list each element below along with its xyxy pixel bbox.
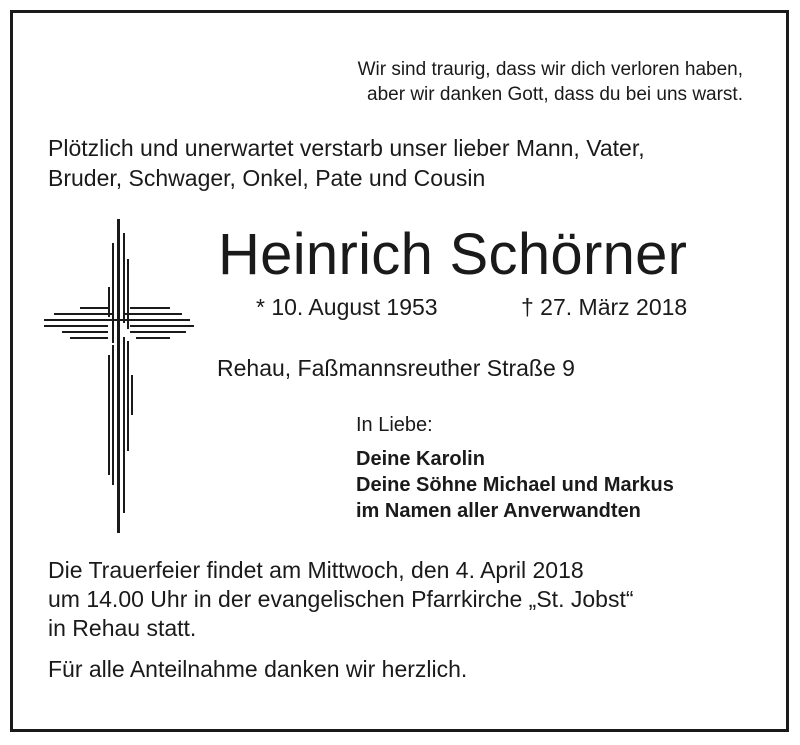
bible-quote — [358, 57, 743, 107]
address: Rehau, Faßmannsreuther Straße 9 — [217, 355, 575, 381]
funeral-line: in Rehau statt. — [48, 615, 197, 641]
thanks-text: Für alle Anteilnahme danken wir herzlich. — [48, 656, 468, 682]
mourner-line: im Namen aller Anverwandten — [356, 500, 641, 522]
intro-text — [48, 133, 645, 193]
birth-date: * 10. August 1953 — [256, 294, 438, 320]
deceased-name: Heinrich Schörner — [218, 222, 688, 287]
mourner-line: Deine Karolin — [356, 448, 485, 470]
mourners-intro: In Liebe: — [356, 414, 433, 436]
quote-line-1: Wir sind traurig, dass wir dich verloren haben, — [357, 59, 743, 80]
mourner-line: Deine Söhne Michael und Markus — [356, 474, 674, 496]
intro-line-1: Plötzlich und unerwartet verstarb unser lieber Mann, Vater, — [48, 135, 645, 161]
funeral-line: Die Trauerfeier findet am Mittwoch, den 4. April 2018 — [48, 557, 584, 583]
death-date: † 27. März 2018 — [521, 294, 688, 320]
intro-line-2: Bruder, Schwager, Onkel, Pate und Cousin — [48, 165, 486, 191]
cross-icon — [40, 215, 195, 537]
mourners-list — [356, 446, 674, 524]
funeral-notice — [48, 556, 634, 643]
funeral-line: um 14.00 Uhr in der evangelischen Pfarrkirche „St. Jobst“ — [48, 586, 634, 612]
quote-line-2: aber wir danken Gott, dass du bei uns warst. — [367, 84, 743, 105]
